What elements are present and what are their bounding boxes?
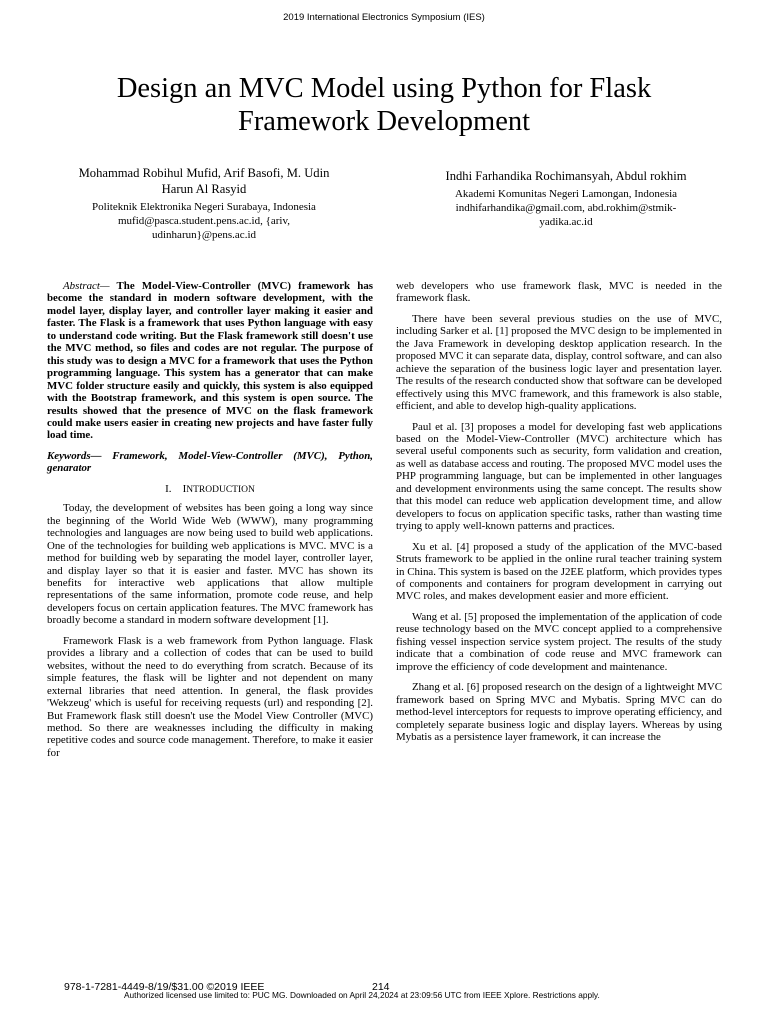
left-column [47, 280, 373, 767]
section-heading-introduction [47, 483, 373, 496]
related-work-paragraph-4: Wang et al. [5] proposed the implementation of the application of code reuse technology based on the MVC concept applied to a comprehensive fishing vessel inspection service system project. The results of the study indicate that a combination of code reuse and MVC framework can improve the efficiency of code development and maintenance. [396, 610, 722, 673]
section-title-first: I [182, 482, 187, 495]
related-work-paragraph-5: Zhang et al. [6] proposed research on the design of a lightweight MVC framework based on Spring MVC and Mybatis. Spring MVC can do method-level interceptors for requests to improve operating efficiency, and completely separate business logic and display layers. Whereas by using Mybatis as a persistence layer framework, it can increase the [396, 681, 722, 743]
author-email-right-2: yadika.ac.id [539, 216, 593, 228]
right-column [396, 280, 722, 751]
page-number: 214 [372, 981, 390, 993]
author-email-left-2: udinharun}@pens.ac.id [152, 229, 256, 241]
keywords: Keywords— Framework, Model-View-Controller (MVC), Python, genarator [47, 449, 373, 475]
abstract-text: The Model-View-Controller (MVC) framework has become the standard in modern software development, with the model layer, display layer, and controller layer making it easier and faster. The Flask is a framework that uses Python language with easy to understand code writing. But the Flask framework still doesn't use the MVC method, so files and codes are not regular. The purpose of this study was to design a MVC for a framework that uses the Python programming language. This system has a generator that can make MVC folder structure easily and quickly, this system is also equipped with the Bootstrap framework, and this system is open source. The results showed that the presence of MVC on the flask framework could make users easier in creating new projects and have faster fully load time. [47, 280, 373, 442]
related-work-paragraph-1: There have been several previous studies on the use of MVC, including Sarker et al. [1] proposed the MVC design to be implemented in the Java Framework in developing desktop application research. In the proposed MVC it can separate data, display, control software, and can also achieve the separation of the business logic layer and presentation layer. The results of the research conducted show that software can be developed effectively using this MVC framework, and this framework is also stable, efficient, and able to develop high-quality applications. [396, 312, 722, 413]
section-title-rest: NTRODUCTION [186, 484, 255, 495]
continued-paragraph: web developers who use framework flask, MVC is needed in the framework flask. [396, 280, 722, 305]
author-block-left [48, 165, 360, 242]
intro-paragraph-2: Framework Flask is a web framework from Python language. Flask provides a library and a collection of codes that can be used to build websites, without the need to do everything from scratch. Because of its simple features, the flask will be lighter and not dependent on many external libraries that need attention. In general, the flask provides 'Wekzeug' which is useful for receiving requests (url) and responding [2]. But Framework flask still doesn't use the Model View Controller (MVC) method. So there are weaknesses including the difficulty in making repetitive codes and source code management. Therefore, to make it easier for [47, 634, 373, 759]
abstract-label: Abstract— [63, 280, 110, 292]
author-block-right [402, 168, 730, 229]
author-names-left-1: Mohammad Robihul Mufid, Arif Basofi, M. Udin [78, 166, 330, 180]
conference-header: 2019 International Electronics Symposium (IES) [283, 12, 485, 23]
author-email-left-1: mufid@pasca.student.pens.ac.id, {ariv, [117, 215, 290, 227]
title-line-1: Design an MVC Model using Python for Flask [116, 73, 652, 104]
author-email-right-1: indhifarhandika@gmail.com, abd.rokhim@stmik- [455, 202, 677, 214]
author-names-left-2: Harun Al Rasyid [161, 182, 247, 196]
license-notice: Authorized licensed use limited to: PUC MG. Downloaded on April 24,2024 at 23:09:56 UTC from IEEE Xplore. Restrictions apply. [124, 990, 600, 1000]
intro-paragraph-1: Today, the development of websites has been going a long way since the beginning of the World Wide Web (WWW), many programming technologies and languages are now being used to build web applications. One of the technologies for building web applications is MVC. MVC is a method for building web by separating the model layer, controller layer, and display layer so that it is easier and faster. MVC has shown its benefits for interactive web applications that allow multiple representations of the same information, promote code reuse, and help developers focus on certain application features. The MVC framework has broadly become a standard in modern software development [1]. [47, 502, 373, 627]
paper-title [40, 72, 728, 138]
abstract [47, 280, 373, 442]
author-affiliation-left: Politeknik Elektronika Negeri Surabaya, Indonesia [92, 201, 316, 213]
author-affiliation-right: Akademi Komunitas Negeri Lamongan, Indonesia [454, 188, 678, 200]
footer-isbn: 978-1-7281-4449-8/19/$31.00 ©2019 IEEE [64, 981, 265, 993]
title-line-2: Framework Development [237, 106, 531, 137]
related-work-paragraph-3: Xu et al. [4] proposed a study of the application of the MVC-based Struts framework to be applied in the online rural teacher training system in China. This system is based on the J2EE platform, which provides types of components and containers for program development in carrying out MVC roles, and makes development easier and more efficient. [396, 540, 722, 603]
related-work-paragraph-2: Paul et al. [3] proposes a model for developing fast web applications based on the Model-View-Controller (MVC) architecture which has several useful components such as security, form validation and creation, as well as database access and routing. The proposed MVC model uses the PHP programming language, but can be implemented in other languages and development environments using the same concept. The results show that this model can reduce web application development time, and allow developers to focus on application specific tasks, rather than wasting time trying to apply well-known patterns and practices. [396, 420, 722, 533]
section-number: I. [165, 482, 172, 495]
author-names-right: Indhi Farhandika Rochimansyah, Abdul rokhim [445, 169, 687, 183]
